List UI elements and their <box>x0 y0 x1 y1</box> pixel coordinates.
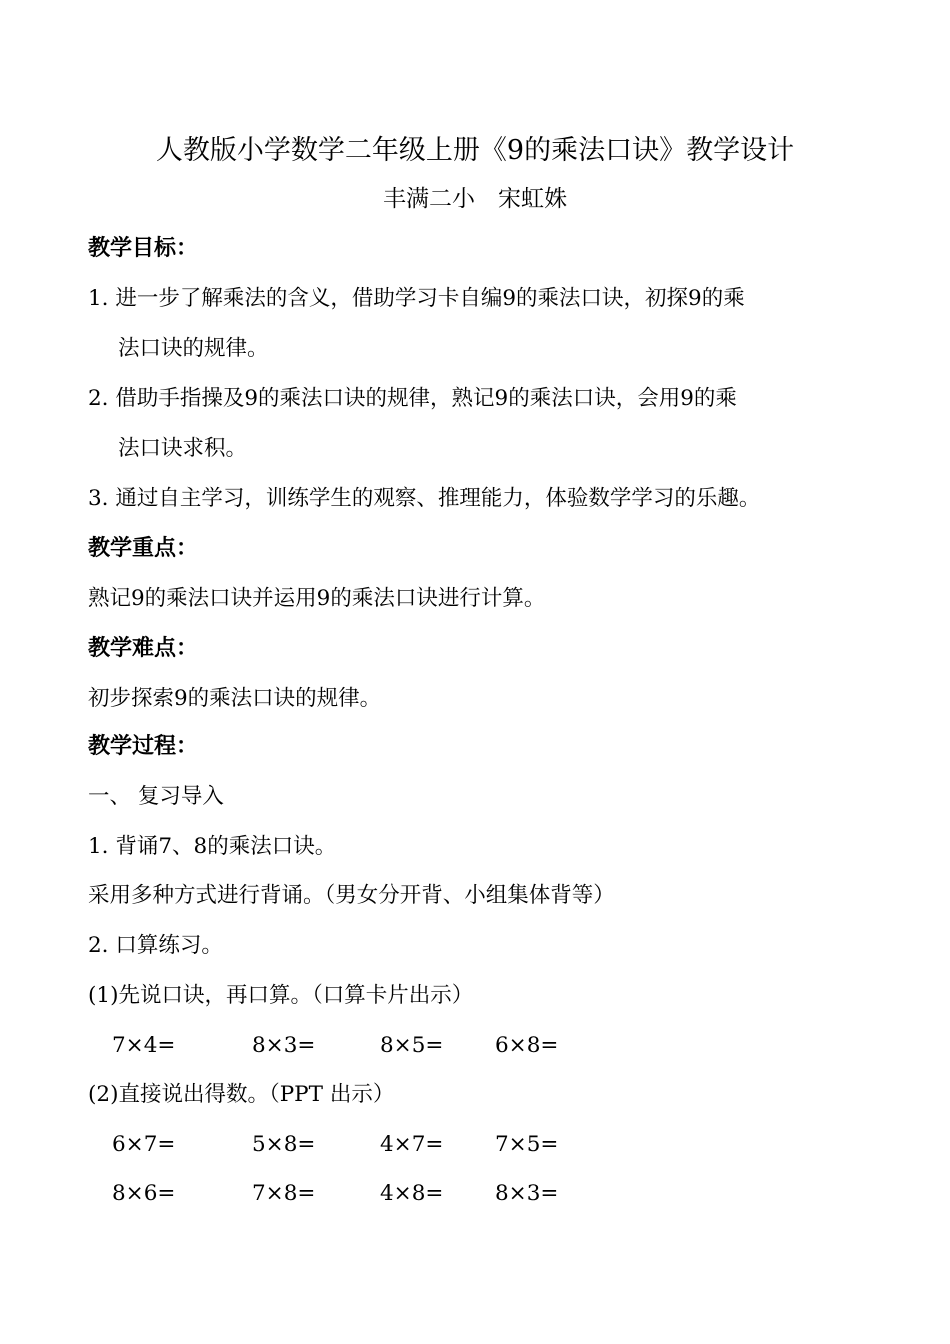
objectives-heading: 教学目标： <box>88 236 199 261</box>
calc-item: 6×8= <box>495 1033 559 1058</box>
key-points-heading: 教学重点： <box>88 536 199 561</box>
process-step-2: 2. 口算练习。 <box>88 933 223 958</box>
objective-2-line2: 法口诀求积。 <box>118 436 248 461</box>
calc-item: 7×4= <box>112 1033 176 1058</box>
calc-item: 8×6= <box>112 1181 176 1206</box>
calc-item: 7×5= <box>495 1132 559 1157</box>
process-section-1: 一、 复习导入 <box>88 784 224 809</box>
objective-3: 3. 通过自主学习，训练学生的观察、推理能力，体验数学学习的乐趣。 <box>88 486 761 511</box>
calc-row-3 <box>112 1179 612 1209</box>
objective-1-line2: 法口诀的规律。 <box>118 336 269 361</box>
difficulties-heading: 教学难点： <box>88 636 199 661</box>
process-heading: 教学过程： <box>88 734 199 759</box>
process-sub-1: (1)先说口诀，再口算。（口算卡片出示） <box>88 983 474 1008</box>
document-title: 人教版小学数学二年级上册《9的乘法口诀》教学设计 <box>155 135 795 166</box>
key-points-text: 熟记9的乘法口诀并运用9的乘法口诀进行计算。 <box>88 586 546 611</box>
calc-item: 4×7= <box>380 1132 444 1157</box>
calc-item: 5×8= <box>252 1132 316 1157</box>
calc-item: 8×5= <box>380 1033 444 1058</box>
author-line: 丰满二小 宋虹姝 <box>383 186 567 212</box>
calc-item: 8×3= <box>252 1033 316 1058</box>
calc-item: 4×8= <box>380 1181 444 1206</box>
calc-item: 7×8= <box>252 1181 316 1206</box>
process-step-1: 1. 背诵7、8的乘法口诀。 <box>88 834 337 859</box>
calc-item: 8×3= <box>495 1181 559 1206</box>
process-sub-2: (2)直接说出得数。（PPT 出示） <box>88 1082 395 1107</box>
objective-1-line1: 1. 进一步了解乘法的含义，借助学习卡自编9的乘法口诀，初探9的乘 <box>88 286 745 311</box>
process-step-1-desc: 采用多种方式进行背诵。（男女分开背、小组集体背等） <box>88 883 615 908</box>
objective-2-line1: 2. 借助手指操及9的乘法口诀的规律，熟记9的乘法口诀，会用9的乘 <box>88 386 737 411</box>
calc-row-1 <box>112 1031 612 1061</box>
difficulties-text: 初步探索9的乘法口诀的规律。 <box>88 686 382 711</box>
calc-item: 6×7= <box>112 1132 176 1157</box>
calc-row-2 <box>112 1130 612 1160</box>
